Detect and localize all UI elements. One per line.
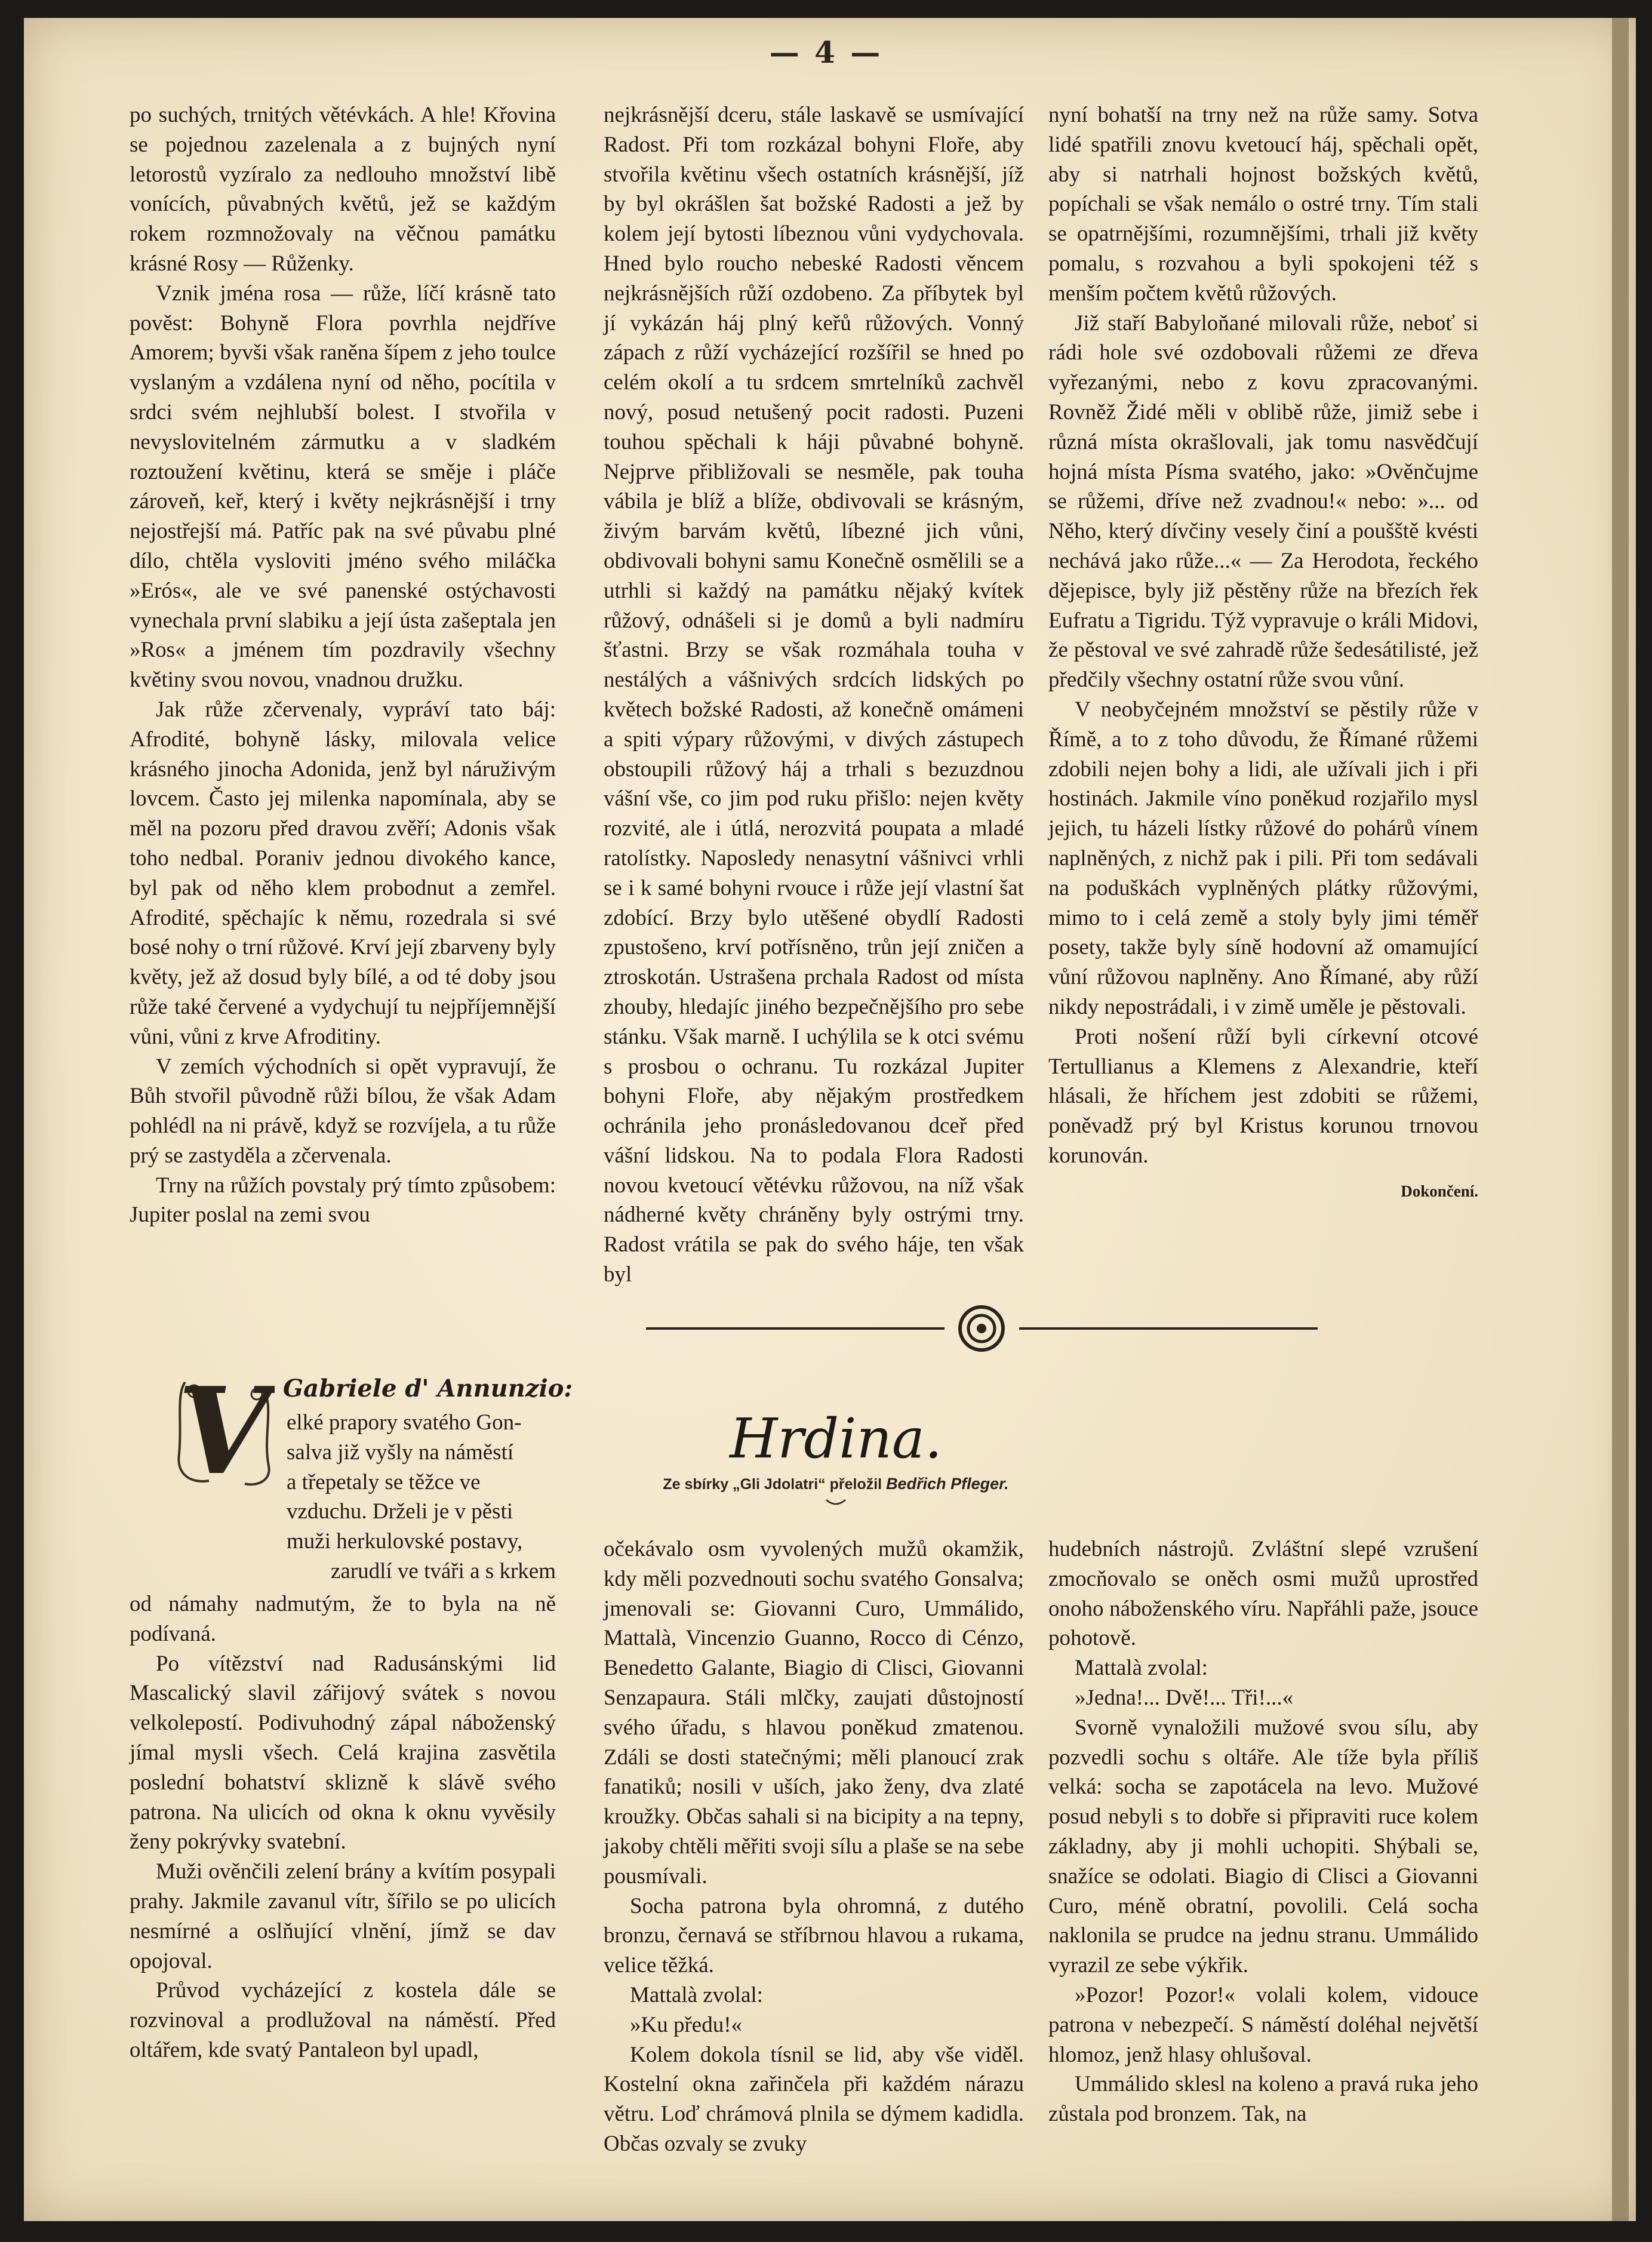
intro-line: salva již vyšly na náměstí <box>287 1440 514 1465</box>
paragraph: Vznik jména rosa — růže, líčí krásně tato pověst: Bohyně Flora povrhla nejdříve Amorem; byvši však raněna šípem z jeho toulce vyslaným a vzdálena nyní od něho, pocítila v srdci svém nejhlubší bolest. I stvořila v nevyslovitelném zármutku a v sladkém roztoužení květinu, která se směje i pláče zároveň, keř, který i květy nejkrásnější i trny nejostřejší má. Patříc pak na své půvabu plné dílo, chtěla vysloviti jméno svého miláčka »Erós«, ale ve své panenské ostýchavosti vynechala první slabiku a její ústa zašeptala jen »Ros« a jménem tím pozdravily všechny květiny svou novou, vnadnou družku. <box>130 281 556 693</box>
paragraph: Svorně vynaložili mužové svou sílu, aby pozvedli sochu s oltáře. Ale tíže byla příliš velká: socha se zapotácela na levo. Mužové posud nebyli s to dobře si připraviti ruce kolem základny, aby ji mohli uchopiti. Shýbali se, snažíce se odolati. Biagio di Clisci a Giovanni Curo, méně obratní, povolili. Celá socha naklonila se prudce na jednu stranu. Ummálido vyrazil ze sebe výkřik. <box>1048 1715 1478 1978</box>
paragraph: Proti nošení růží byli církevní otcové Tertullianus a Klemens z Alexandrie, kteří hlásali, že hříchem jest zdobiti se růžemi, poněvadž prý byl Kristus korunou trnovou korunován. <box>1048 1024 1478 1168</box>
intro-line: elké prapory svatého Gon- <box>287 1410 522 1435</box>
intro-line: muži herkulovské postavy, <box>287 1529 523 1554</box>
paragraph: Muži ověnčili zelení brány a kvítím posypali prahy. Jakmile zavanul vítr, šířilo se po ulicích nesmírné a oslňující vlnění, jímž se dav opojoval. <box>130 1859 556 1973</box>
page-number: — 4 — <box>769 35 883 70</box>
paragraph: nyní bohatší na trny než na růže samy. Sotva lidé spatřili znovu kvetoucí háj, spěchali opět, aby si natrhali hojnost božských květů, popíchali se však nemálo o ostré trny. Tím stali se opatrnějšími, rozumnějšími, trhali již květy pomalu, s rozvahou a byli spokojeni též s menším počtem květů růžových. <box>1048 103 1478 306</box>
paragraph: Kolem dokola tísnil se lid, aby vše viděl. Kostelní okna zařinčela při každém nárazu větru. Loď chrámová plnila se dýmem kadidla. Občas ozvaly se zvuky <box>604 2042 1024 2156</box>
story-subtitle <box>585 1475 1087 1493</box>
paragraph: hudebních nástrojů. Zvláštní slepé vzrušení zmocňovalo se oněch osmi mužů uprostřed onoho náboženského víru. Napřáhli paže, jsouce pohotově. <box>1048 1537 1478 1651</box>
article2-column-3 <box>1048 1534 1478 2129</box>
paragraph: Již staří Babyloňané milovali růže, neboť si rádi hole své ozdobovali růžemi ze dřeva vyřezanými, nebo z kovu zpracovanými. Rovněž Židé měli v oblibě růže, jimiž sebe i různá místa okrašlovali, jak tomu nasvědčují hojná místa Písma svatého, jako: »Ověnčujme se růžemi, dříve než zvadnou!« nebo: »... od Něho, který dívčiny vesely činí a poušště kvésti nechává jako růže...« — Za Herodota, řeckého dějepisce, byly již pěstěny růže na březích řek Eufratu a Tigridu. Týž vypravuje o králi Midovi, že pěstoval ve své zahradě růže šedesátilisté, jež předčily všechny ostatní růže svou vůní. <box>1048 310 1478 693</box>
binding-edge <box>1612 18 1629 2221</box>
paragraph: »Pozor! Pozor!« volali kolem, vidouce patrona v nebezpečí. S náměstí doléhal největší hlomoz, jenž hlasy ohlušoval. <box>1048 1982 1478 2067</box>
article2-column-1 <box>130 1589 556 2065</box>
paragraph: »Ku předu!« <box>630 2012 743 2037</box>
intro-line: zarudlí ve tváři a s krkem <box>330 1558 556 1583</box>
paragraph: po suchých, trnitých větévkách. A hle! Křovina se pojednou zazelenala a z bujných nyní letorostů vyzíralo za nedlouho množství libě vonících, půvabných květů, jež se každým rokem rozmnožovaly na věčnou památku krásné Rosy — Růženky. <box>130 103 556 276</box>
paragraph: V neobyčejném množství se pěstily růže v Římě, a to z toho důvodu, že Římané růžemi zdobili nejen bohy a lidi, ale užívali jich i při hostinách. Jakmile víno poněkud rozjařilo mysl jejich, tu házeli lístky růžové do pohárů vínem naplněných, z nichž pak i pili. Při tom sedávali na poduškách vyplněných plátky růžovými, mimo to i celá země a stoly byly jimi téměř posety, takže byly síně hodovní až omamující vůní růžovou naplněny. Ano Římané, aby růží nikdy nepostrádali, i v zimě uměle je pěstovali. <box>1048 697 1478 1019</box>
section-divider-ornament <box>646 1299 1318 1358</box>
article1-column-3 <box>1048 100 1478 1206</box>
paragraph: očekávalo osm vyvolených mužů okamžik, kdy měli pozvednouti sochu svatého Gonsalva; jmenovali se: Giovanni Curo, Ummálido, Mattalà, Vincenzio Guanno, Rocco di Cénzo, Benedetto Galante, Biagio di Clisci, Giovanni Senzapaura. Stáli mlčky, zaujati důstojností svého úřadu, s hlavou poněkud zmatenou. Zdáli se dosti statečnými; měli planoucí zrak fanatiků; nosili v uších, jako ženy, dva zlaté kroužky. Občas sahali si na bicipity a na tepny, jakoby chtěli měřiti svoji sílu a plaše se na sebe pousmívali. <box>604 1537 1024 1889</box>
paragraph: Po vítězství nad Radusánskými lid Mascalický slavil zářijový svátek s novou velkolepostí. Podivuhodný zápal náboženský jímal mysli všech. Celá krajina zasvětila poslední bohatství sklizně k slávě svého patrona. Na ulicích od okna k oknu vyvěsily ženy pokrývky svatební. <box>130 1651 556 1855</box>
translator-name: Bedřich Pfleger. <box>886 1475 1009 1493</box>
paragraph: od námahy nadmutým, že to byla na ně podívaná. <box>130 1592 556 1646</box>
subtitle-flourish <box>824 1497 848 1509</box>
subtitle-source: Ze sbírky „Gli Jdolatri“ přeložil <box>663 1476 882 1493</box>
paragraph: »Jedna!... Dvě!... Tři!...« <box>1075 1685 1294 1710</box>
paragraph: Jak růže zčervenaly, vypráví tato báj: Afrodité, bohyně lásky, milovala velice krásného jinocha Adonida, jenž byl náruživým lovcem. Často jej milenka napomínala, aby se měl na pozoru před dravou zvěří; Adonis však toho nedbal. Poraniv jednou divokého kance, byl pak od něho klem probodnut a zemřel. Afrodité, spěchajíc k němu, rozedrala si své bosé nohy o trní růžové. Krví její zbarveny byly květy, jež až dosud byly bílé, a od té doby jsou růže také červené a vydychují tu nejpříjemnější vůni, vůni z krve Afroditiny. <box>130 697 556 1049</box>
article1-column-2 <box>604 100 1024 1290</box>
continued-note: Dokončení. <box>1401 1182 1478 1200</box>
paragraph: Socha patrona byla ohromná, z dutého bronzu, černavá se stříbrnou hlavou a rukama, velice těžká. <box>604 1893 1024 1978</box>
article2-intro-lines <box>287 1408 556 1586</box>
author-name: Gabriele d' Annunzio: <box>283 1374 573 1403</box>
story-title: Hrdina. <box>730 1407 942 1471</box>
decorative-initial-v <box>173 1370 275 1490</box>
paragraph: nejkrásnější dceru, stále laskavě se usmívající Radost. Při tom rozkázal bohyni Floře, aby stvořila květinu všech ostatních krásnější, jíž by byl okrášlen šat božské Radosti a jež by kolem její bytosti líbeznou vůni vydychovala. Hned bylo roucho nebeské Radosti věncem nejkrásnějších růží ozdobeno. Za příbytek byl jí vykázán háj plný keřů růžových. Vonný zápach z růží vycházející rozšířil se hned po celém okolí a tu srdcem smrtelníků zachvěl nový, posud netušený pocit radosti. Puzeni touhou spěchali k háji půvabné bohyně. Nejprve přibližovali se nesměle, pak touha vábila je blíž a blíže, obdivovali se krásným, živým barvám květů, líbezné jich vůni, obdivovali bohyni samu Konečně osmělili se a utrhli si každý na památku nějaký kvítek růžový, odnášeli si je domů a byli nadmíru šťastni. Brzy se však rozmáhala touha v nestálých a vášnivých srdcích lidských po květech božské Radosti, až konečně omámeni a spiti výpary růžovými, v divých zástupech obstoupili růžový háj a trhali s bezuzdnou vášní vše, co jim pod ruku přišlo: nejen květy rozvité, ale i útlá, nerozvitá poupata a mladé ratolístky. Naposledy nenasytní vášnivci vrhli se i k samé bohyni rvouce i růže její vlastní šat zdobící. Brzy bylo utěšené obydlí Radosti zpustošeno, krví potřísněno, trůn její zničen a ztroskotán. Ustrašena prchala Radost od místa zhouby, hledajíc jiného bezpečnějšího pro sebe stánku. Však marně. I uchýlila se k otci svému s prosbou o ochranu. Tu rozkázal Jupiter bohyni Floře, aby nějakým prostředkem ochránila jeho pronásledovanou dceř před vášní lidskou. Na to podala Flora Radosti novou kvetoucí větévku růžovou, na níž však nádherné květy chráněny byly ostrými trny. Radost vrátila se pak do svého háje, ten však byl <box>604 103 1024 1287</box>
intro-line: a třepetaly se těžce ve <box>287 1469 481 1494</box>
intro-line: vzduchu. Drželi je v pěsti <box>287 1499 513 1524</box>
paragraph: V zemích východních si opět vypravují, že Bůh stvořil původně růži bílou, že však Adam pohlédl na ni právě, když se rozvíjela, a tu růže prý se zastyděla a zčervenala. <box>130 1054 556 1168</box>
article2-column-2 <box>604 1534 1024 2159</box>
paragraph: Trny na růžích povstaly prý tímto způsobem: Jupiter poslal na zemi svou <box>130 1173 556 1228</box>
article1-column-1 <box>130 100 556 1230</box>
paragraph: Ummálido sklesl na koleno a pravá ruka jeho zůstala pod bronzem. Tak, na <box>1048 2072 1478 2127</box>
paragraph: Průvod vycházející z kostela dále se rozvinoval a prodlužoval na náměstí. Před oltářem, kde svatý Pantaleon byl upadl, <box>130 1978 556 2062</box>
initial-letter: V <box>177 1370 270 1490</box>
paragraph: Mattalà zvolal: <box>1075 1656 1208 1681</box>
paragraph: Mattalà zvolal: <box>630 1982 763 2007</box>
